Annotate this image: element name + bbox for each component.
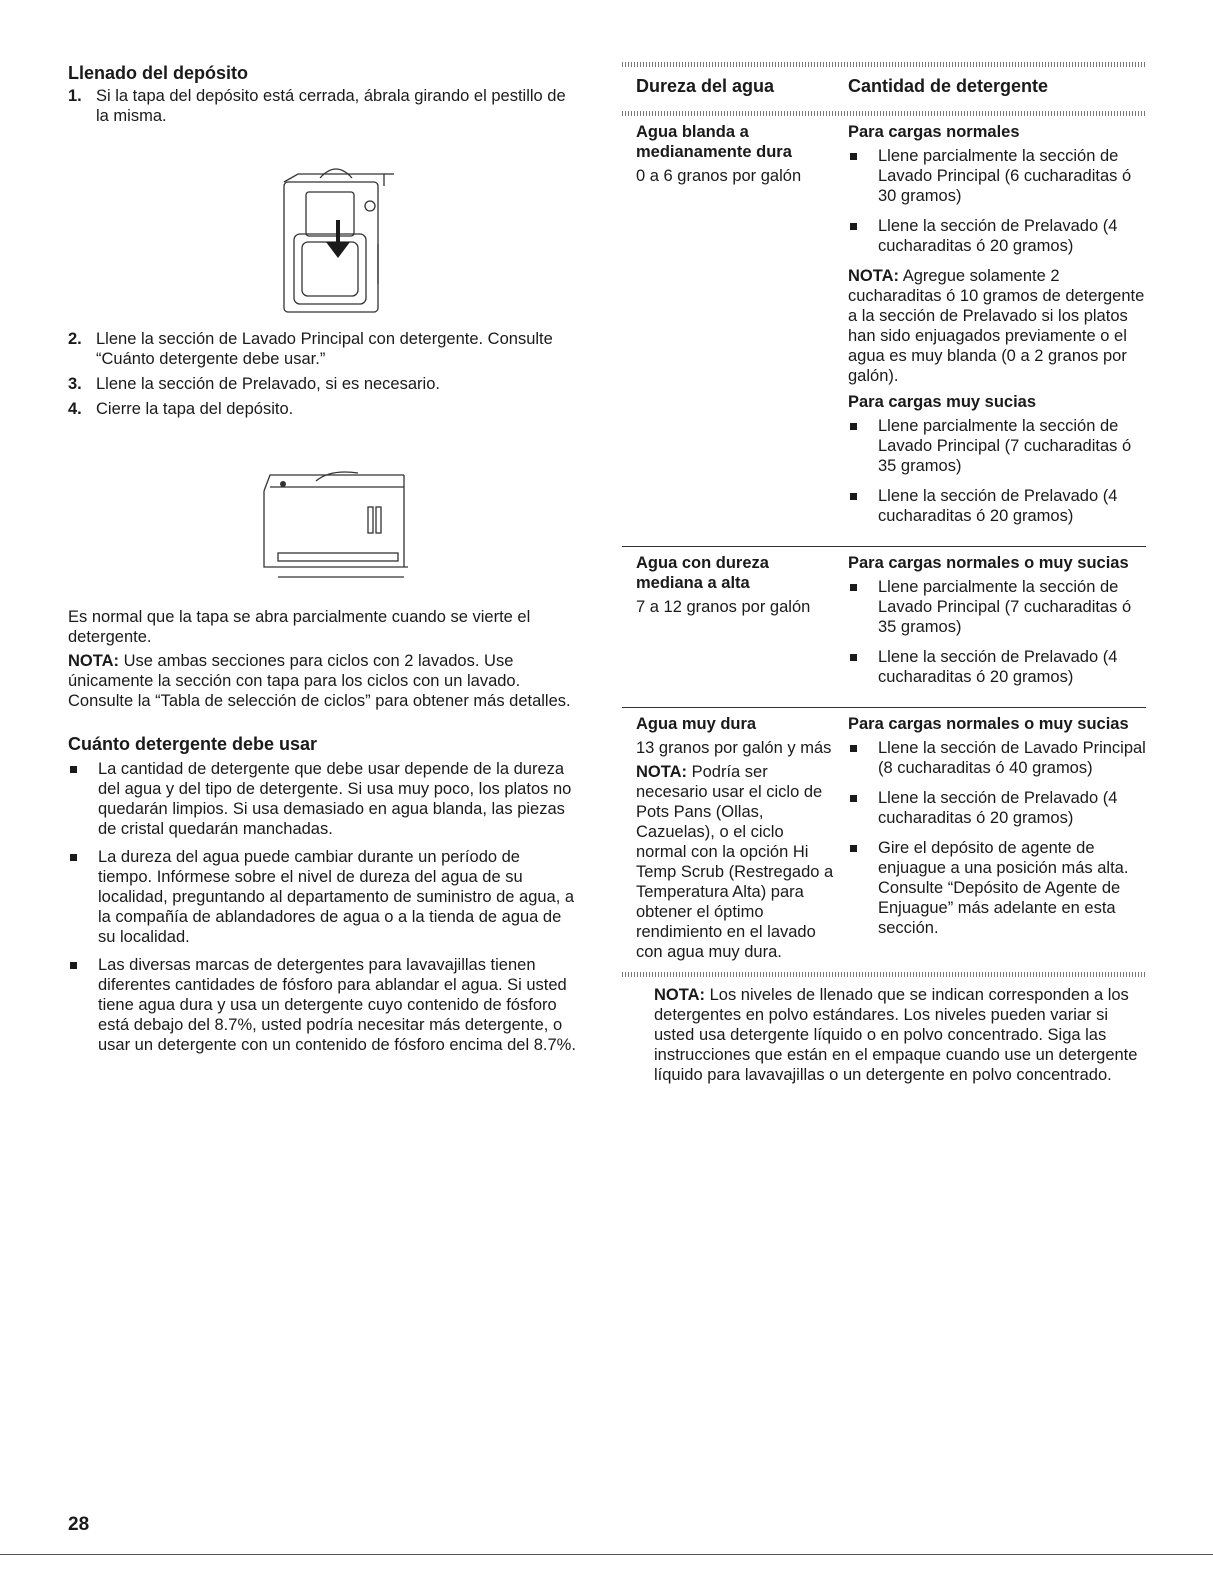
bullet-square-icon [848,577,878,637]
bullet-text: Gire el depósito de agente de enjuague a una posición más alta. Consulte “Depósito de Agente de Enjuague” más adelante en esta sección. [878,839,1129,937]
bullet-item [848,738,1146,778]
bullet-item [848,416,1146,476]
bullet-text: Llene parcialmente la sección de Lavado Principal (6 cucharaditas ó 30 gramos) [878,147,1132,205]
bullet-square-icon [848,146,878,206]
grains-label: 0 a 6 granos por galón [636,167,802,185]
note-label: NOTA: [68,652,120,670]
detergent-table [622,62,1146,1085]
row-note [848,266,1146,386]
section-title-how-much: Cuánto detergente debe usar [68,734,318,754]
note-label: NOTA: [654,986,706,1004]
header-detergent-amount: Cantidad de detergente [848,76,1049,96]
row-note [636,762,836,962]
note-text: Agregue solamente 2 cucharaditas ó 10 gramos de detergente a la sección de Prelavado si los platos han sido enjuagados previamente o el agua es muy blanda (0 a 2 granos por galón). [848,267,1145,385]
step-text: Si la tapa del depósito está cerrada, ábrala girando el pestillo de la misma. [96,87,566,125]
note-text: Los niveles de llenado que se indican corresponden a los detergentes en polvo estándares. Los niveles pueden variar si usted usa detergente líquido o en polvo concentrado. Siga las instrucciones que están en el empaque cuando use un detergente líquido para lavavajillas o un detergente en polvo concentrado. [654,986,1138,1084]
step-1 [68,86,578,126]
bottom-rule [0,1554,1213,1555]
step-text: Llene la sección de Lavado Principal con detergente. Consulte “Cuánto detergente debe usar.” [96,330,553,368]
bullet-item [848,788,1146,828]
bullet-square-icon [848,486,878,526]
grains-label: 13 granos por galón y más [636,739,832,757]
bullet-text: Llene la sección de Prelavado (4 cucharaditas ó 20 gramos) [878,487,1118,525]
bullet-square-icon [848,788,878,828]
left-column [68,62,578,1063]
bullet-text: Las diversas marcas de detergentes para lavavajillas tienen diferentes cantidades de fósforo para ablandar el agua. Si usted tiene agua dura y usa un detergente cuyo contenido de fósforo está debajo del 8.7%, usted podría necesitar más detergente, o usar un detergente con un contenido de fósforo encima del 8.7%. [98,956,576,1054]
table-row [622,708,1146,972]
dispenser-open-illustration [68,134,578,319]
bullet-square-icon [848,647,878,687]
bullet-square-icon [68,847,98,947]
bullet-square-icon [848,416,878,476]
table-row [622,116,1146,547]
hardness-label: Agua muy dura [636,715,757,733]
step-text: Llene la sección de Prelavado, si es necesario. [96,375,440,393]
section-title-filling: Llenado del depósito [68,63,249,83]
note-label: NOTA: [848,267,900,285]
bullet-text: La dureza del agua puede cambiar durante un período de tiempo. Infórmese sobre el nivel de dureza del agua de su localidad, preguntando al departamento de suministro de agua, a la compañía de ablandadores de agua o a la tienda de agua de su localidad. [98,848,575,946]
load-heading: Para cargas normales [848,123,1020,141]
bullet-text: Llene parcialmente la sección de Lavado Principal (7 cucharaditas ó 35 gramos) [878,578,1132,636]
hardness-label: Agua con dureza mediana a alta [636,554,769,592]
bullet-item [68,759,578,839]
note-text: Use ambas secciones para ciclos con 2 lavados. Use únicamente la sección con tapa para los ciclos con un lavado. Consulte la “Tabla de selección de ciclos” para obtener más detalles. [68,652,571,710]
bullet-item [68,847,578,947]
bullet-item [848,647,1146,687]
step-4 [68,399,578,419]
bullet-text: Llene la sección de Prelavado (4 cucharaditas ó 20 gramos) [878,217,1118,255]
bullet-square-icon [68,955,98,1055]
bullet-text: Llene parcialmente la sección de Lavado Principal (7 cucharaditas ó 35 gramos) [878,417,1132,475]
load-heading: Para cargas muy sucias [848,393,1037,411]
header-water-hardness: Dureza del agua [636,76,775,96]
step-2 [68,329,578,369]
bottom-note [622,977,1146,1085]
step-text: Cierre la tapa del depósito. [96,400,294,418]
bullet-item [848,577,1146,637]
note-label: NOTA: [636,763,688,781]
page-number: 28 [68,1514,90,1535]
grains-label: 7 a 12 granos por galón [636,598,811,616]
hardness-label: Agua blanda a medianamente dura [636,123,792,161]
bullet-item [848,216,1146,256]
bullet-item [848,486,1146,526]
bullet-item [848,146,1146,206]
load-heading: Para cargas normales o muy sucias [848,715,1129,733]
table-header [622,67,1146,111]
step-number: 4. [68,400,82,418]
normal-lid-paragraph: Es normal que la tapa se abra parcialmente cuando se vierte el detergente. [68,608,531,646]
step-number: 2. [68,330,82,348]
bullet-square-icon [848,838,878,938]
step-3 [68,374,578,394]
step-number: 1. [68,87,82,105]
bullet-square-icon [68,759,98,839]
bullet-item [68,955,578,1055]
table-row [622,547,1146,708]
bullet-text: Llene la sección de Lavado Principal (8 cucharaditas ó 40 gramos) [878,739,1146,777]
note-paragraph [68,651,578,711]
bullet-square-icon [848,216,878,256]
dispenser-closed-illustration [68,427,578,599]
bullet-item [848,838,1146,938]
note-text: Podría ser necesario usar el ciclo de Pots Pans (Ollas, Cazuelas), o el ciclo normal con la opción Hi Temp Scrub (Restregado a Temperatura Alta) para obtener el óptimo rendimiento en el lavado con agua muy dura. [636,763,834,961]
bullet-text: Llene la sección de Prelavado (4 cucharaditas ó 20 gramos) [878,789,1118,827]
load-heading: Para cargas normales o muy sucias [848,554,1129,572]
step-number: 3. [68,375,82,393]
bullet-square-icon [848,738,878,778]
bullet-text: Llene la sección de Prelavado (4 cucharaditas ó 20 gramos) [878,648,1118,686]
bullet-text: La cantidad de detergente que debe usar depende de la dureza del agua y del tipo de detergente. Si usa muy poco, los platos no quedarán limpios. Si usa demasiado en agua blanda, las piezas de cristal quedarán manchadas. [98,760,572,838]
